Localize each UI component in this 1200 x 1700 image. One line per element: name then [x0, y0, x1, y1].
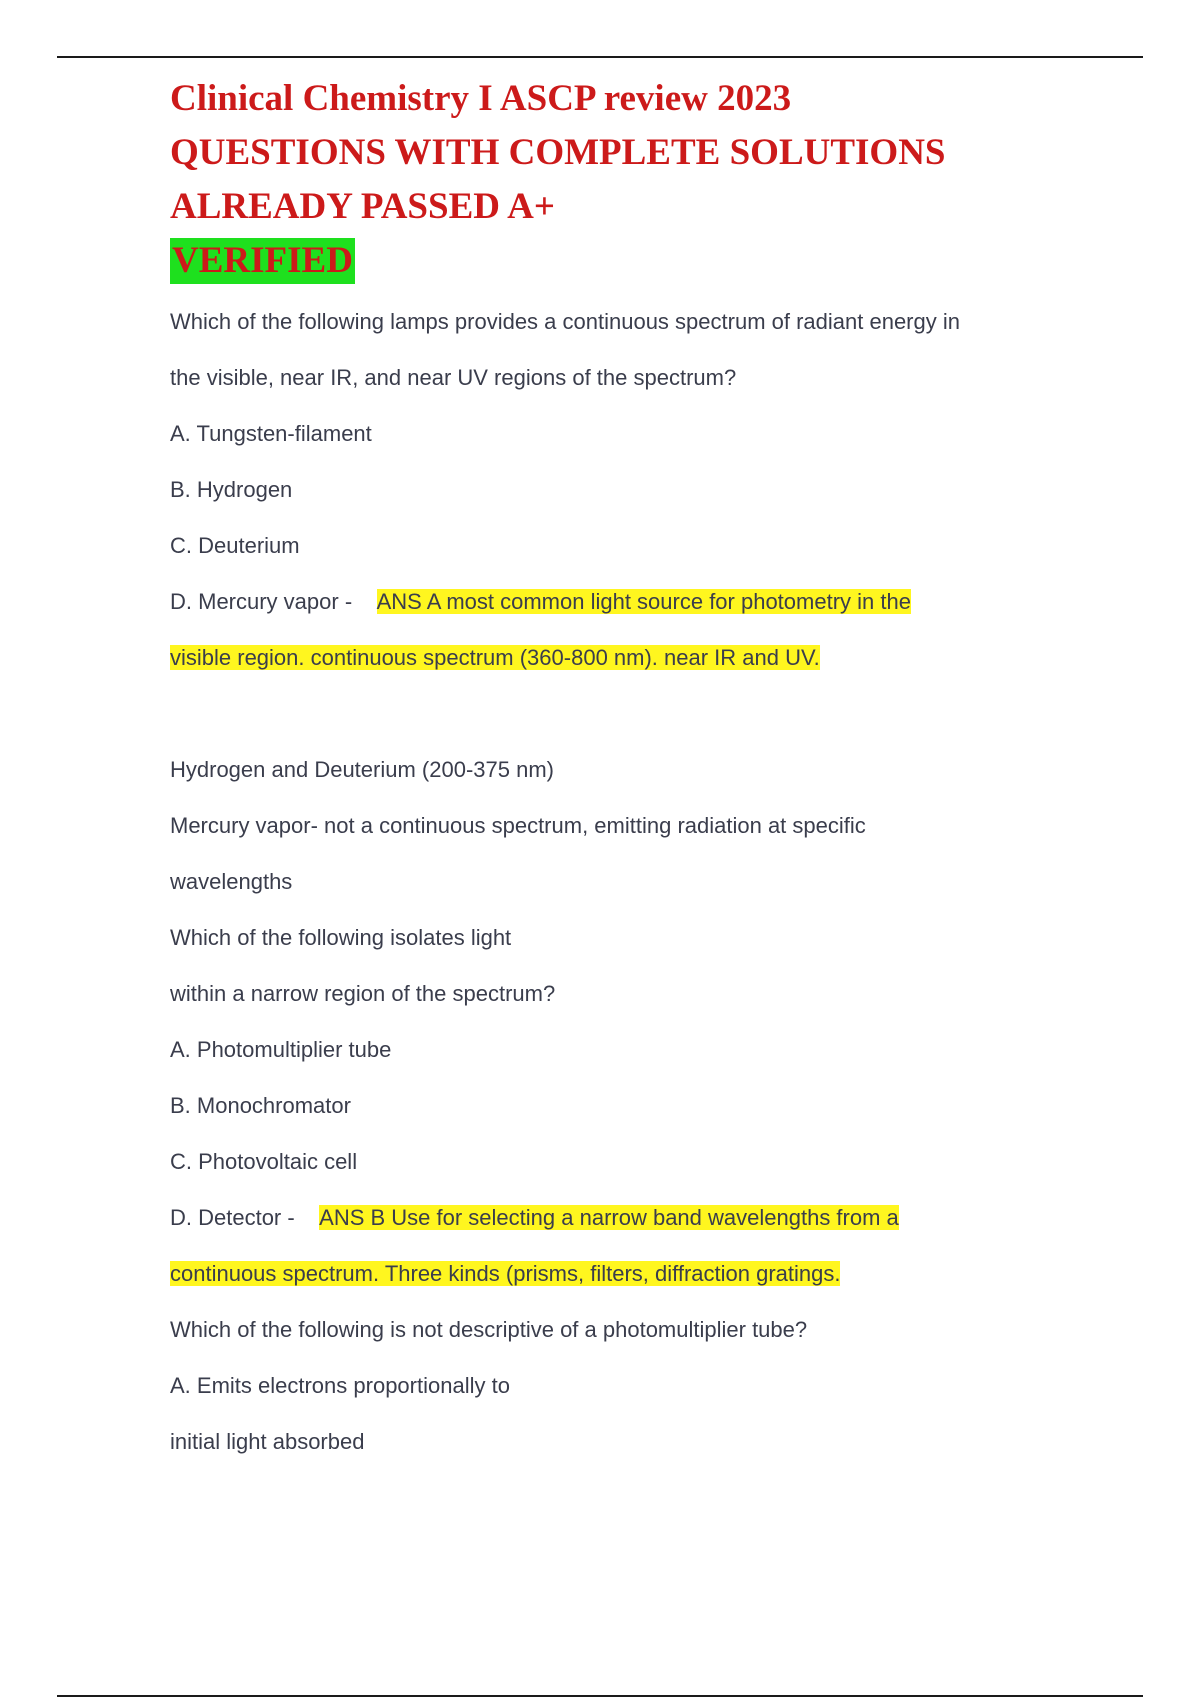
q2-answer-highlight-1: ANS B Use for selecting a narrow band wavelengths from a — [319, 1205, 899, 1230]
q1-option-b: B. Hydrogen — [170, 477, 293, 502]
q1-note-2-line-2: wavelengths — [170, 869, 293, 894]
title-line-1: Clinical Chemistry I ASCP review 2023 — [170, 78, 792, 119]
title-line-3: ALREADY PASSED A+ — [170, 186, 555, 227]
question-2 — [170, 910, 1070, 1302]
top-rule — [57, 56, 1143, 58]
verified-badge: VERIFIED — [170, 238, 355, 284]
q1-stem-line-1: Which of the following lamps provides a continuous spectrum of radiant energy in — [170, 309, 960, 334]
q3-option-a-line-2: initial light absorbed — [170, 1429, 365, 1454]
q1-stem-line-2: the visible, near IR, and near UV regions of the spectrum? — [170, 365, 737, 390]
q3-option-a-line-1: A. Emits electrons proportionally to — [170, 1373, 510, 1398]
bottom-rule — [57, 1695, 1143, 1697]
q2-answer-highlight-2: continuous spectrum. Three kinds (prisms, filters, diffraction gratings. — [170, 1261, 841, 1286]
question-3 — [170, 1302, 1070, 1470]
document-title — [170, 72, 1070, 288]
q1-option-d-row — [170, 574, 1070, 630]
q2-option-c: C. Photovoltaic cell — [170, 1149, 358, 1174]
q2-answer-row-2 — [170, 1246, 1070, 1302]
q2-option-d: D. Detector - — [170, 1205, 301, 1230]
q2-option-d-row — [170, 1190, 1070, 1246]
q1-answer-row-2 — [170, 630, 1070, 686]
q3-stem: Which of the following is not descriptive of a photomultiplier tube? — [170, 1317, 808, 1342]
q1-option-d: D. Mercury vapor - — [170, 589, 359, 614]
question-1 — [170, 294, 1070, 910]
q2-stem-line-2: within a narrow region of the spectrum? — [170, 981, 556, 1006]
q1-note-1: Hydrogen and Deuterium (200-375 nm) — [170, 757, 554, 782]
q2-option-b: B. Monochromator — [170, 1093, 351, 1118]
q1-note-2-line-1: Mercury vapor- not a continuous spectrum, emitting radiation at specific — [170, 813, 866, 838]
q1-answer-highlight-1: ANS A most common light source for photometry in the — [376, 589, 911, 614]
q1-answer-highlight-2: visible region. continuous spectrum (360-800 nm). near IR and UV. — [170, 645, 820, 670]
title-line-2: QUESTIONS WITH COMPLETE SOLUTIONS — [170, 132, 946, 173]
q2-stem-line-1: Which of the following isolates light — [170, 925, 512, 950]
blank-line — [170, 686, 1070, 742]
q1-option-c: C. Deuterium — [170, 533, 300, 558]
document-body — [170, 72, 1070, 1470]
q2-option-a: A. Photomultiplier tube — [170, 1037, 392, 1062]
q1-option-a: A. Tungsten-filament — [170, 421, 372, 446]
